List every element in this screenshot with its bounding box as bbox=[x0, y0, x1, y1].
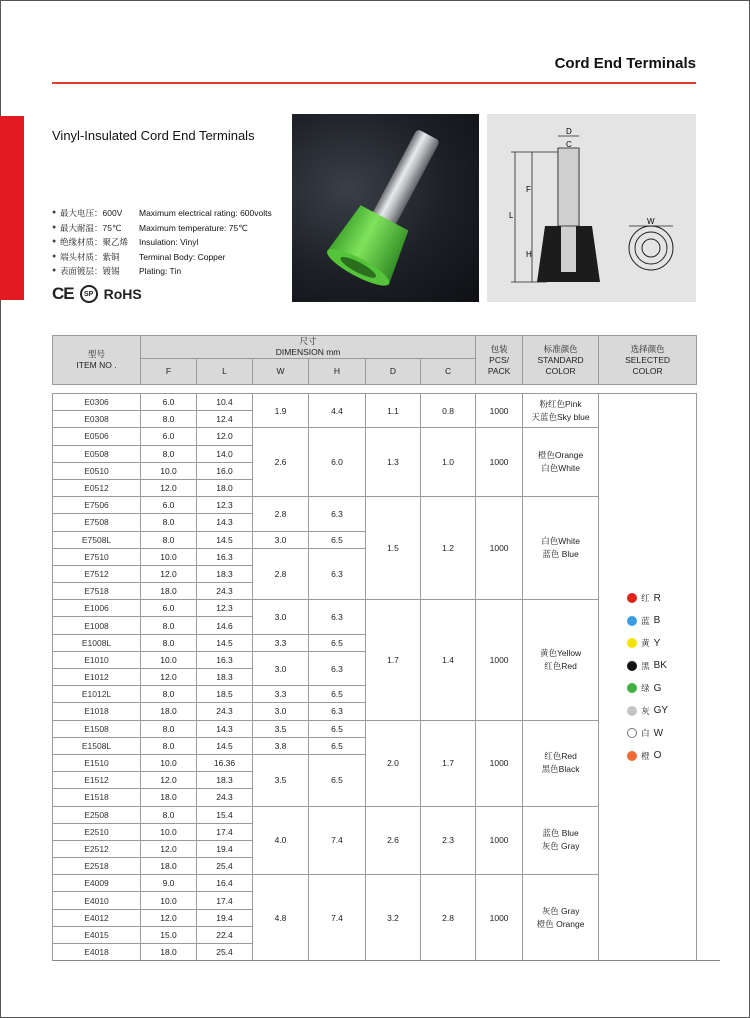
cell-d: 1.3 bbox=[366, 428, 421, 497]
cell-w: 2.6 bbox=[253, 428, 309, 497]
cell-f: 10.0 bbox=[141, 823, 197, 840]
standard-color-line: 红色Red bbox=[544, 660, 577, 671]
cell-h: 6.5 bbox=[309, 634, 366, 651]
cell-f: 8.0 bbox=[141, 617, 197, 634]
col-header-c: C bbox=[421, 359, 476, 385]
spec-item bbox=[52, 235, 272, 250]
cell-h: 6.5 bbox=[309, 754, 366, 806]
cell-item-no: E1018 bbox=[53, 703, 141, 720]
standard-color-line: 灰色 Gray bbox=[541, 905, 580, 916]
cell-c: 1.2 bbox=[421, 497, 476, 600]
cell-item-no: E1510 bbox=[53, 754, 141, 771]
footer-rule bbox=[52, 960, 720, 961]
bullet-icon: ● bbox=[52, 223, 57, 231]
cell-c: 2.8 bbox=[421, 875, 476, 961]
cell-l: 16.3 bbox=[197, 548, 253, 565]
color-code: B bbox=[653, 615, 661, 627]
cell-f: 8.0 bbox=[141, 514, 197, 531]
cell-pack: 1000 bbox=[476, 720, 523, 806]
cell-l: 18.5 bbox=[197, 686, 253, 703]
csa-mark-icon: SP bbox=[80, 285, 98, 303]
color-code: O bbox=[653, 750, 662, 762]
cell-l: 17.4 bbox=[197, 823, 253, 840]
spec-item bbox=[52, 221, 272, 236]
cell-h: 7.4 bbox=[309, 875, 366, 961]
dim-c-label: C bbox=[566, 140, 572, 149]
cell-f: 10.0 bbox=[141, 548, 197, 565]
cell-f: 12.0 bbox=[141, 479, 197, 496]
cord-end-terminal-image bbox=[292, 114, 479, 302]
cell-l: 25.4 bbox=[197, 944, 253, 961]
cell-l: 18.3 bbox=[197, 669, 253, 686]
cell-l: 19.4 bbox=[197, 840, 253, 857]
spec-table-wrap bbox=[52, 335, 696, 961]
cell-item-no: E1012 bbox=[53, 669, 141, 686]
selected-color-item bbox=[627, 660, 667, 672]
cell-item-no: E4012 bbox=[53, 909, 141, 926]
standard-color-line: 白色White bbox=[541, 536, 580, 547]
color-name-cn: 蓝 bbox=[641, 615, 650, 626]
cell-item-no: E2512 bbox=[53, 840, 141, 857]
cell-l: 16.3 bbox=[197, 651, 253, 668]
cell-c: 0.8 bbox=[421, 394, 476, 428]
cell-l: 24.3 bbox=[197, 703, 253, 720]
cell-f: 8.0 bbox=[141, 806, 197, 823]
cell-l: 12.4 bbox=[197, 411, 253, 428]
cell-w: 3.8 bbox=[253, 737, 309, 754]
cell-f: 8.0 bbox=[141, 737, 197, 754]
color-name-cn: 黑 bbox=[641, 660, 650, 671]
cell-h: 6.5 bbox=[309, 686, 366, 703]
cell-d: 2.6 bbox=[366, 806, 421, 875]
cell-w: 4.0 bbox=[253, 806, 309, 875]
cell-item-no: E1508 bbox=[53, 720, 141, 737]
cell-item-no: E0306 bbox=[53, 394, 141, 411]
cell-c: 2.3 bbox=[421, 806, 476, 875]
cell-l: 12.3 bbox=[197, 600, 253, 617]
cell-f: 18.0 bbox=[141, 789, 197, 806]
rohs-mark-icon: RoHS bbox=[103, 286, 142, 302]
color-name-cn: 橙 bbox=[641, 750, 650, 761]
cell-l: 14.3 bbox=[197, 720, 253, 737]
color-name-cn: 绿 bbox=[641, 683, 650, 694]
spec-item bbox=[52, 206, 272, 221]
dim-l-label: L bbox=[509, 211, 514, 220]
cell-standard-color bbox=[523, 806, 599, 875]
color-swatch-icon bbox=[627, 683, 637, 693]
color-swatch-icon bbox=[627, 728, 637, 738]
color-swatch-icon bbox=[627, 661, 637, 671]
cell-f: 9.0 bbox=[141, 875, 197, 892]
cell-f: 12.0 bbox=[141, 772, 197, 789]
cell-item-no: E1012L bbox=[53, 686, 141, 703]
color-swatch-icon bbox=[627, 706, 637, 716]
col-header-dimension: 尺寸 DIMENSION mm bbox=[141, 336, 476, 359]
selected-color-item bbox=[627, 705, 668, 717]
standard-color-line: 黑色Black bbox=[541, 764, 580, 775]
standard-color-line: 灰色 Gray bbox=[541, 841, 580, 852]
cell-standard-color bbox=[523, 428, 599, 497]
cell-w: 3.0 bbox=[253, 531, 309, 548]
col-header-l: L bbox=[197, 359, 253, 385]
cell-pack: 1000 bbox=[476, 428, 523, 497]
cell-l: 17.4 bbox=[197, 892, 253, 909]
cell-l: 18.3 bbox=[197, 565, 253, 582]
cell-item-no: E1512 bbox=[53, 772, 141, 789]
cell-h: 4.4 bbox=[309, 394, 366, 428]
cell-f: 10.0 bbox=[141, 892, 197, 909]
spec-en: Insulation: Vinyl bbox=[139, 237, 199, 247]
col-header-f: F bbox=[141, 359, 197, 385]
cell-item-no: E7508L bbox=[53, 531, 141, 548]
standard-color-line: 粉红色Pink bbox=[539, 398, 582, 409]
cell-l: 14.5 bbox=[197, 737, 253, 754]
cell-item-no: E2518 bbox=[53, 858, 141, 875]
cell-d: 3.2 bbox=[366, 875, 421, 961]
cell-l: 18.3 bbox=[197, 772, 253, 789]
cell-item-no: E0308 bbox=[53, 411, 141, 428]
cell-c: 1.7 bbox=[421, 720, 476, 806]
cell-w: 3.3 bbox=[253, 686, 309, 703]
bullet-icon: ● bbox=[52, 267, 57, 274]
col-header-h: H bbox=[309, 359, 366, 385]
cell-l: 14.3 bbox=[197, 514, 253, 531]
dim-h-label: H bbox=[526, 250, 532, 259]
col-header-selected-color: 选择颜色 SELECTED COLOR bbox=[599, 336, 697, 385]
cell-item-no: E1010 bbox=[53, 651, 141, 668]
table-row bbox=[53, 394, 697, 411]
standard-color-line: 蓝色 Blue bbox=[542, 828, 579, 839]
cell-item-no: E0510 bbox=[53, 462, 141, 479]
cell-f: 10.0 bbox=[141, 651, 197, 668]
cell-f: 12.0 bbox=[141, 840, 197, 857]
cell-item-no: E2510 bbox=[53, 823, 141, 840]
cell-l: 14.0 bbox=[197, 445, 253, 462]
cell-l: 16.0 bbox=[197, 462, 253, 479]
col-header-standard-color: 标准颜色 STANDARD COLOR bbox=[523, 336, 599, 385]
col-header-item: 型号 ITEM NO . bbox=[53, 336, 141, 385]
color-code: Y bbox=[653, 637, 661, 649]
cell-l: 22.4 bbox=[197, 926, 253, 943]
col-header-d: D bbox=[366, 359, 421, 385]
cell-l: 10.4 bbox=[197, 394, 253, 411]
selected-color-item bbox=[627, 615, 660, 627]
cell-l: 15.4 bbox=[197, 806, 253, 823]
cell-f: 18.0 bbox=[141, 583, 197, 600]
color-name-cn: 灰 bbox=[641, 705, 650, 716]
cell-pack: 1000 bbox=[476, 497, 523, 600]
spec-cn: 最大电压：600V bbox=[60, 208, 123, 218]
dim-f-label: F bbox=[526, 185, 531, 194]
cell-f: 8.0 bbox=[141, 445, 197, 462]
spec-en: Terminal Body: Copper bbox=[139, 251, 226, 262]
cell-item-no: E4010 bbox=[53, 892, 141, 909]
cell-standard-color bbox=[523, 600, 599, 720]
cell-selected-colors bbox=[599, 394, 697, 961]
spec-cn: 表面镀层：镀锡 bbox=[60, 266, 120, 276]
cell-f: 8.0 bbox=[141, 720, 197, 737]
cell-h: 6.0 bbox=[309, 428, 366, 497]
dim-d-label: D bbox=[566, 127, 572, 136]
cell-item-no: E4009 bbox=[53, 875, 141, 892]
cell-item-no: E2508 bbox=[53, 806, 141, 823]
color-code: BK bbox=[653, 660, 667, 672]
cell-item-no: E4018 bbox=[53, 944, 141, 961]
color-code: G bbox=[653, 682, 662, 694]
cell-f: 18.0 bbox=[141, 858, 197, 875]
cell-pack: 1000 bbox=[476, 600, 523, 720]
cell-f: 18.0 bbox=[141, 944, 197, 961]
cell-l: 24.3 bbox=[197, 583, 253, 600]
cell-d: 1.7 bbox=[366, 600, 421, 720]
cell-f: 6.0 bbox=[141, 497, 197, 514]
cell-w: 3.5 bbox=[253, 720, 309, 737]
cell-l: 12.3 bbox=[197, 497, 253, 514]
cell-pack: 1000 bbox=[476, 875, 523, 961]
cell-h: 6.3 bbox=[309, 651, 366, 685]
color-swatch-icon bbox=[627, 751, 637, 761]
cell-pack: 1000 bbox=[476, 394, 523, 428]
selected-color-list bbox=[599, 592, 696, 762]
cell-d: 1.5 bbox=[366, 497, 421, 600]
selected-color-item bbox=[627, 592, 661, 604]
spec-list bbox=[52, 206, 272, 279]
cell-standard-color bbox=[523, 497, 599, 600]
color-name-cn: 红 bbox=[641, 593, 650, 604]
standard-color-line: 黄色Yellow bbox=[539, 647, 582, 658]
spec-en: Maximum temperature: 75℃ bbox=[139, 222, 248, 233]
color-code: R bbox=[653, 592, 661, 604]
color-swatch-icon bbox=[627, 593, 637, 603]
cell-f: 18.0 bbox=[141, 703, 197, 720]
cell-item-no: E0512 bbox=[53, 479, 141, 496]
cell-item-no: E7508 bbox=[53, 514, 141, 531]
bullet-icon: ● bbox=[52, 209, 57, 216]
col-header-w: W bbox=[253, 359, 309, 385]
standard-color-line: 蓝色 Blue bbox=[542, 549, 579, 560]
cell-h: 6.5 bbox=[309, 720, 366, 737]
cell-item-no: E4015 bbox=[53, 926, 141, 943]
cell-item-no: E7512 bbox=[53, 565, 141, 582]
header-rule bbox=[52, 82, 696, 84]
cell-l: 14.5 bbox=[197, 531, 253, 548]
cell-w: 3.0 bbox=[253, 600, 309, 634]
cell-item-no: E1518 bbox=[53, 789, 141, 806]
color-swatch-icon bbox=[627, 616, 637, 626]
color-name-cn: 黄 bbox=[641, 638, 650, 649]
dim-w-label: W bbox=[647, 217, 655, 226]
spec-item bbox=[52, 250, 272, 265]
cell-h: 6.3 bbox=[309, 600, 366, 634]
cell-w: 3.0 bbox=[253, 651, 309, 685]
col-header-pack: 包装 PCS/ PACK bbox=[476, 336, 523, 385]
cell-l: 19.4 bbox=[197, 909, 253, 926]
cell-l: 18.0 bbox=[197, 479, 253, 496]
dimension-diagram bbox=[487, 114, 696, 302]
cell-l: 14.5 bbox=[197, 634, 253, 651]
standard-color-line: 天蓝色Sky blue bbox=[531, 411, 590, 422]
page-title: Cord End Terminals bbox=[554, 55, 696, 72]
spec-en: Plating: Tin bbox=[139, 266, 182, 276]
cell-w: 3.3 bbox=[253, 634, 309, 651]
cell-item-no: E0506 bbox=[53, 428, 141, 445]
bullet-icon: ● bbox=[52, 252, 57, 260]
cell-h: 6.5 bbox=[309, 737, 366, 754]
cell-f: 8.0 bbox=[141, 531, 197, 548]
cell-w: 3.5 bbox=[253, 754, 309, 806]
cell-w: 3.0 bbox=[253, 703, 309, 720]
product-photo bbox=[292, 114, 479, 302]
cell-l: 25.4 bbox=[197, 858, 253, 875]
spec-table bbox=[52, 335, 697, 961]
cell-h: 6.3 bbox=[309, 497, 366, 531]
cell-f: 6.0 bbox=[141, 394, 197, 411]
cell-f: 6.0 bbox=[141, 600, 197, 617]
standard-color-line: 红色Red bbox=[544, 751, 577, 762]
cell-item-no: E1008L bbox=[53, 634, 141, 651]
red-side-tab bbox=[0, 116, 24, 300]
cell-pack: 1000 bbox=[476, 806, 523, 875]
certification-marks bbox=[52, 284, 142, 304]
cell-w: 4.8 bbox=[253, 875, 309, 961]
cell-item-no: E1006 bbox=[53, 600, 141, 617]
cell-f: 8.0 bbox=[141, 686, 197, 703]
cell-c: 1.0 bbox=[421, 428, 476, 497]
color-code: GY bbox=[653, 705, 669, 717]
color-swatch-icon bbox=[627, 638, 637, 648]
spec-cn: 绝缘材质：聚乙烯 bbox=[60, 237, 129, 247]
cell-item-no: E1008 bbox=[53, 617, 141, 634]
cell-h: 6.5 bbox=[309, 531, 366, 548]
spec-cn: 端头材质：紫铜 bbox=[60, 251, 120, 262]
cell-f: 10.0 bbox=[141, 754, 197, 771]
cell-d: 1.1 bbox=[366, 394, 421, 428]
cell-standard-color bbox=[523, 875, 599, 961]
cell-l: 12.0 bbox=[197, 428, 253, 445]
cell-item-no: E1508L bbox=[53, 737, 141, 754]
cell-c: 1.4 bbox=[421, 600, 476, 720]
ce-mark-icon: CE bbox=[52, 284, 74, 303]
cell-f: 6.0 bbox=[141, 428, 197, 445]
bullet-icon: ● bbox=[52, 238, 57, 245]
cell-h: 7.4 bbox=[309, 806, 366, 875]
cell-l: 16.4 bbox=[197, 875, 253, 892]
standard-color-line: 白色White bbox=[541, 463, 580, 474]
selected-color-item bbox=[627, 750, 661, 762]
cell-l: 16.36 bbox=[197, 754, 253, 771]
standard-color-line: 橙色Orange bbox=[537, 450, 584, 461]
cell-h: 6.3 bbox=[309, 548, 366, 600]
cell-item-no: E7510 bbox=[53, 548, 141, 565]
selected-color-item bbox=[627, 637, 660, 649]
cell-f: 12.0 bbox=[141, 909, 197, 926]
cell-l: 24.3 bbox=[197, 789, 253, 806]
cell-f: 12.0 bbox=[141, 565, 197, 582]
cell-item-no: E7518 bbox=[53, 583, 141, 600]
spec-item bbox=[52, 264, 272, 279]
section-subtitle: Vinyl-Insulated Cord End Terminals bbox=[52, 128, 255, 143]
cell-f: 8.0 bbox=[141, 634, 197, 651]
color-code: W bbox=[653, 727, 664, 739]
cell-h: 6.3 bbox=[309, 703, 366, 720]
cell-l: 14.6 bbox=[197, 617, 253, 634]
selected-color-item bbox=[627, 727, 663, 739]
dimension-drawing-icon bbox=[487, 114, 696, 302]
cell-f: 8.0 bbox=[141, 411, 197, 428]
standard-color-line: 橙色 Orange bbox=[536, 918, 585, 929]
spec-en: Maximum electrical rating: 600volts bbox=[139, 208, 272, 218]
table-spacer bbox=[53, 385, 697, 394]
cell-item-no: E0508 bbox=[53, 445, 141, 462]
cell-f: 12.0 bbox=[141, 669, 197, 686]
cell-item-no: E7506 bbox=[53, 497, 141, 514]
spec-cn: 最大耐温：75℃ bbox=[60, 222, 122, 233]
cell-f: 10.0 bbox=[141, 462, 197, 479]
selected-color-item bbox=[627, 682, 661, 694]
cell-standard-color bbox=[523, 720, 599, 806]
cell-f: 15.0 bbox=[141, 926, 197, 943]
cell-d: 2.0 bbox=[366, 720, 421, 806]
cell-w: 2.8 bbox=[253, 497, 309, 531]
cell-w: 1.9 bbox=[253, 394, 309, 428]
color-name-cn: 白 bbox=[641, 728, 650, 739]
cell-w: 2.8 bbox=[253, 548, 309, 600]
cell-standard-color bbox=[523, 394, 599, 428]
